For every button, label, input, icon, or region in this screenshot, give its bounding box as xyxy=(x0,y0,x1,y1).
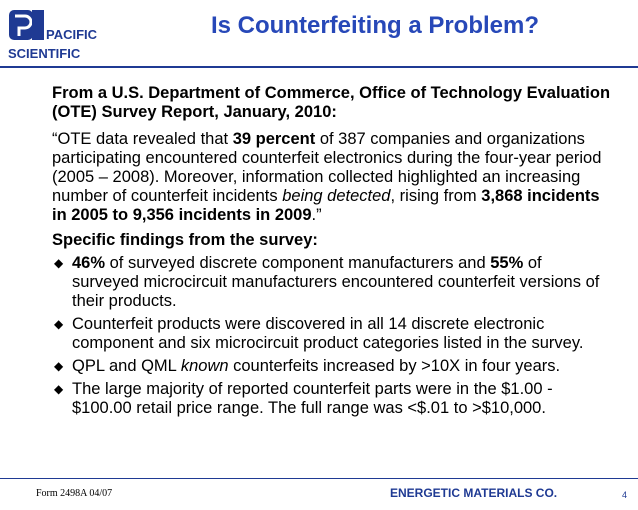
form-number: Form 2498A 04/07 xyxy=(36,488,113,499)
finding-item-2 xyxy=(52,315,612,353)
slide-title: Is Counterfeiting a Problem? xyxy=(210,12,540,39)
finding-2-text: Counterfeit products were discovered in all 14 discrete electronic component and six microcircuit product categories listed in the survey. xyxy=(72,315,584,352)
pacific-scientific-logo xyxy=(6,6,126,64)
diamond-bullet-icon: ◆ xyxy=(54,359,64,373)
finding-1-bold-1: 46% xyxy=(72,254,106,272)
diamond-bullet-icon: ◆ xyxy=(54,256,64,270)
quote-text-4: .” xyxy=(311,206,322,224)
finding-item-1 xyxy=(52,254,612,311)
page-number: 4 xyxy=(622,490,628,500)
finding-item-3 xyxy=(52,357,612,376)
quote-text-2: of 387 companies and organizations participating encountered counterfeit electronics during the four-year period (2005 – 2008). Moreover, information collected highlighted an increasing number of counterfeit incidents xyxy=(52,130,602,205)
finding-4-text: The large majority of reported counterfeit parts were in the $1.00 - $100.00 retail price range. The full range was <$.01 to >$10,000. xyxy=(72,380,553,417)
intro-heading: From a U.S. Department of Commerce, Office of Technology Evaluation (OTE) Survey Report, January, 2010: xyxy=(52,84,611,121)
diamond-bullet-icon: ◆ xyxy=(54,317,64,331)
quote-italic-1: being detected xyxy=(282,187,391,205)
logo-line2: SCIENTIFIC xyxy=(8,46,81,61)
quote-bold-1: 39 percent xyxy=(232,130,316,148)
header-divider xyxy=(0,66,638,68)
footer-divider xyxy=(0,478,638,479)
logo-line1: PACIFIC xyxy=(46,27,98,42)
finding-item-4 xyxy=(52,380,612,418)
finding-1-text-1: of surveyed discrete component manufacturers and xyxy=(105,254,491,272)
finding-1-bold-2: 55% xyxy=(490,254,524,272)
finding-3-text-2: counterfeits increased by >10X in four years. xyxy=(228,357,561,375)
intro-quote xyxy=(52,130,612,225)
findings-heading: Specific findings from the survey: xyxy=(52,231,318,249)
company-name: ENERGETIC MATERIALS CO. xyxy=(390,486,558,500)
finding-3-italic: known xyxy=(180,357,229,375)
quote-text-1: “OTE data revealed that xyxy=(52,130,233,148)
quote-bold-2: 3,868 incidents in 2005 to 9,356 incidents in 2009 xyxy=(52,187,600,224)
slide-content xyxy=(52,84,612,422)
findings-list xyxy=(52,254,612,418)
finding-1-text-2: of surveyed microcircuit manufacturers encountered counterfeit versions of their products. xyxy=(72,254,600,310)
quote-text-3: , rising from xyxy=(390,187,482,205)
diamond-bullet-icon: ◆ xyxy=(54,382,64,396)
finding-3-text-1: QPL and QML xyxy=(72,357,181,375)
